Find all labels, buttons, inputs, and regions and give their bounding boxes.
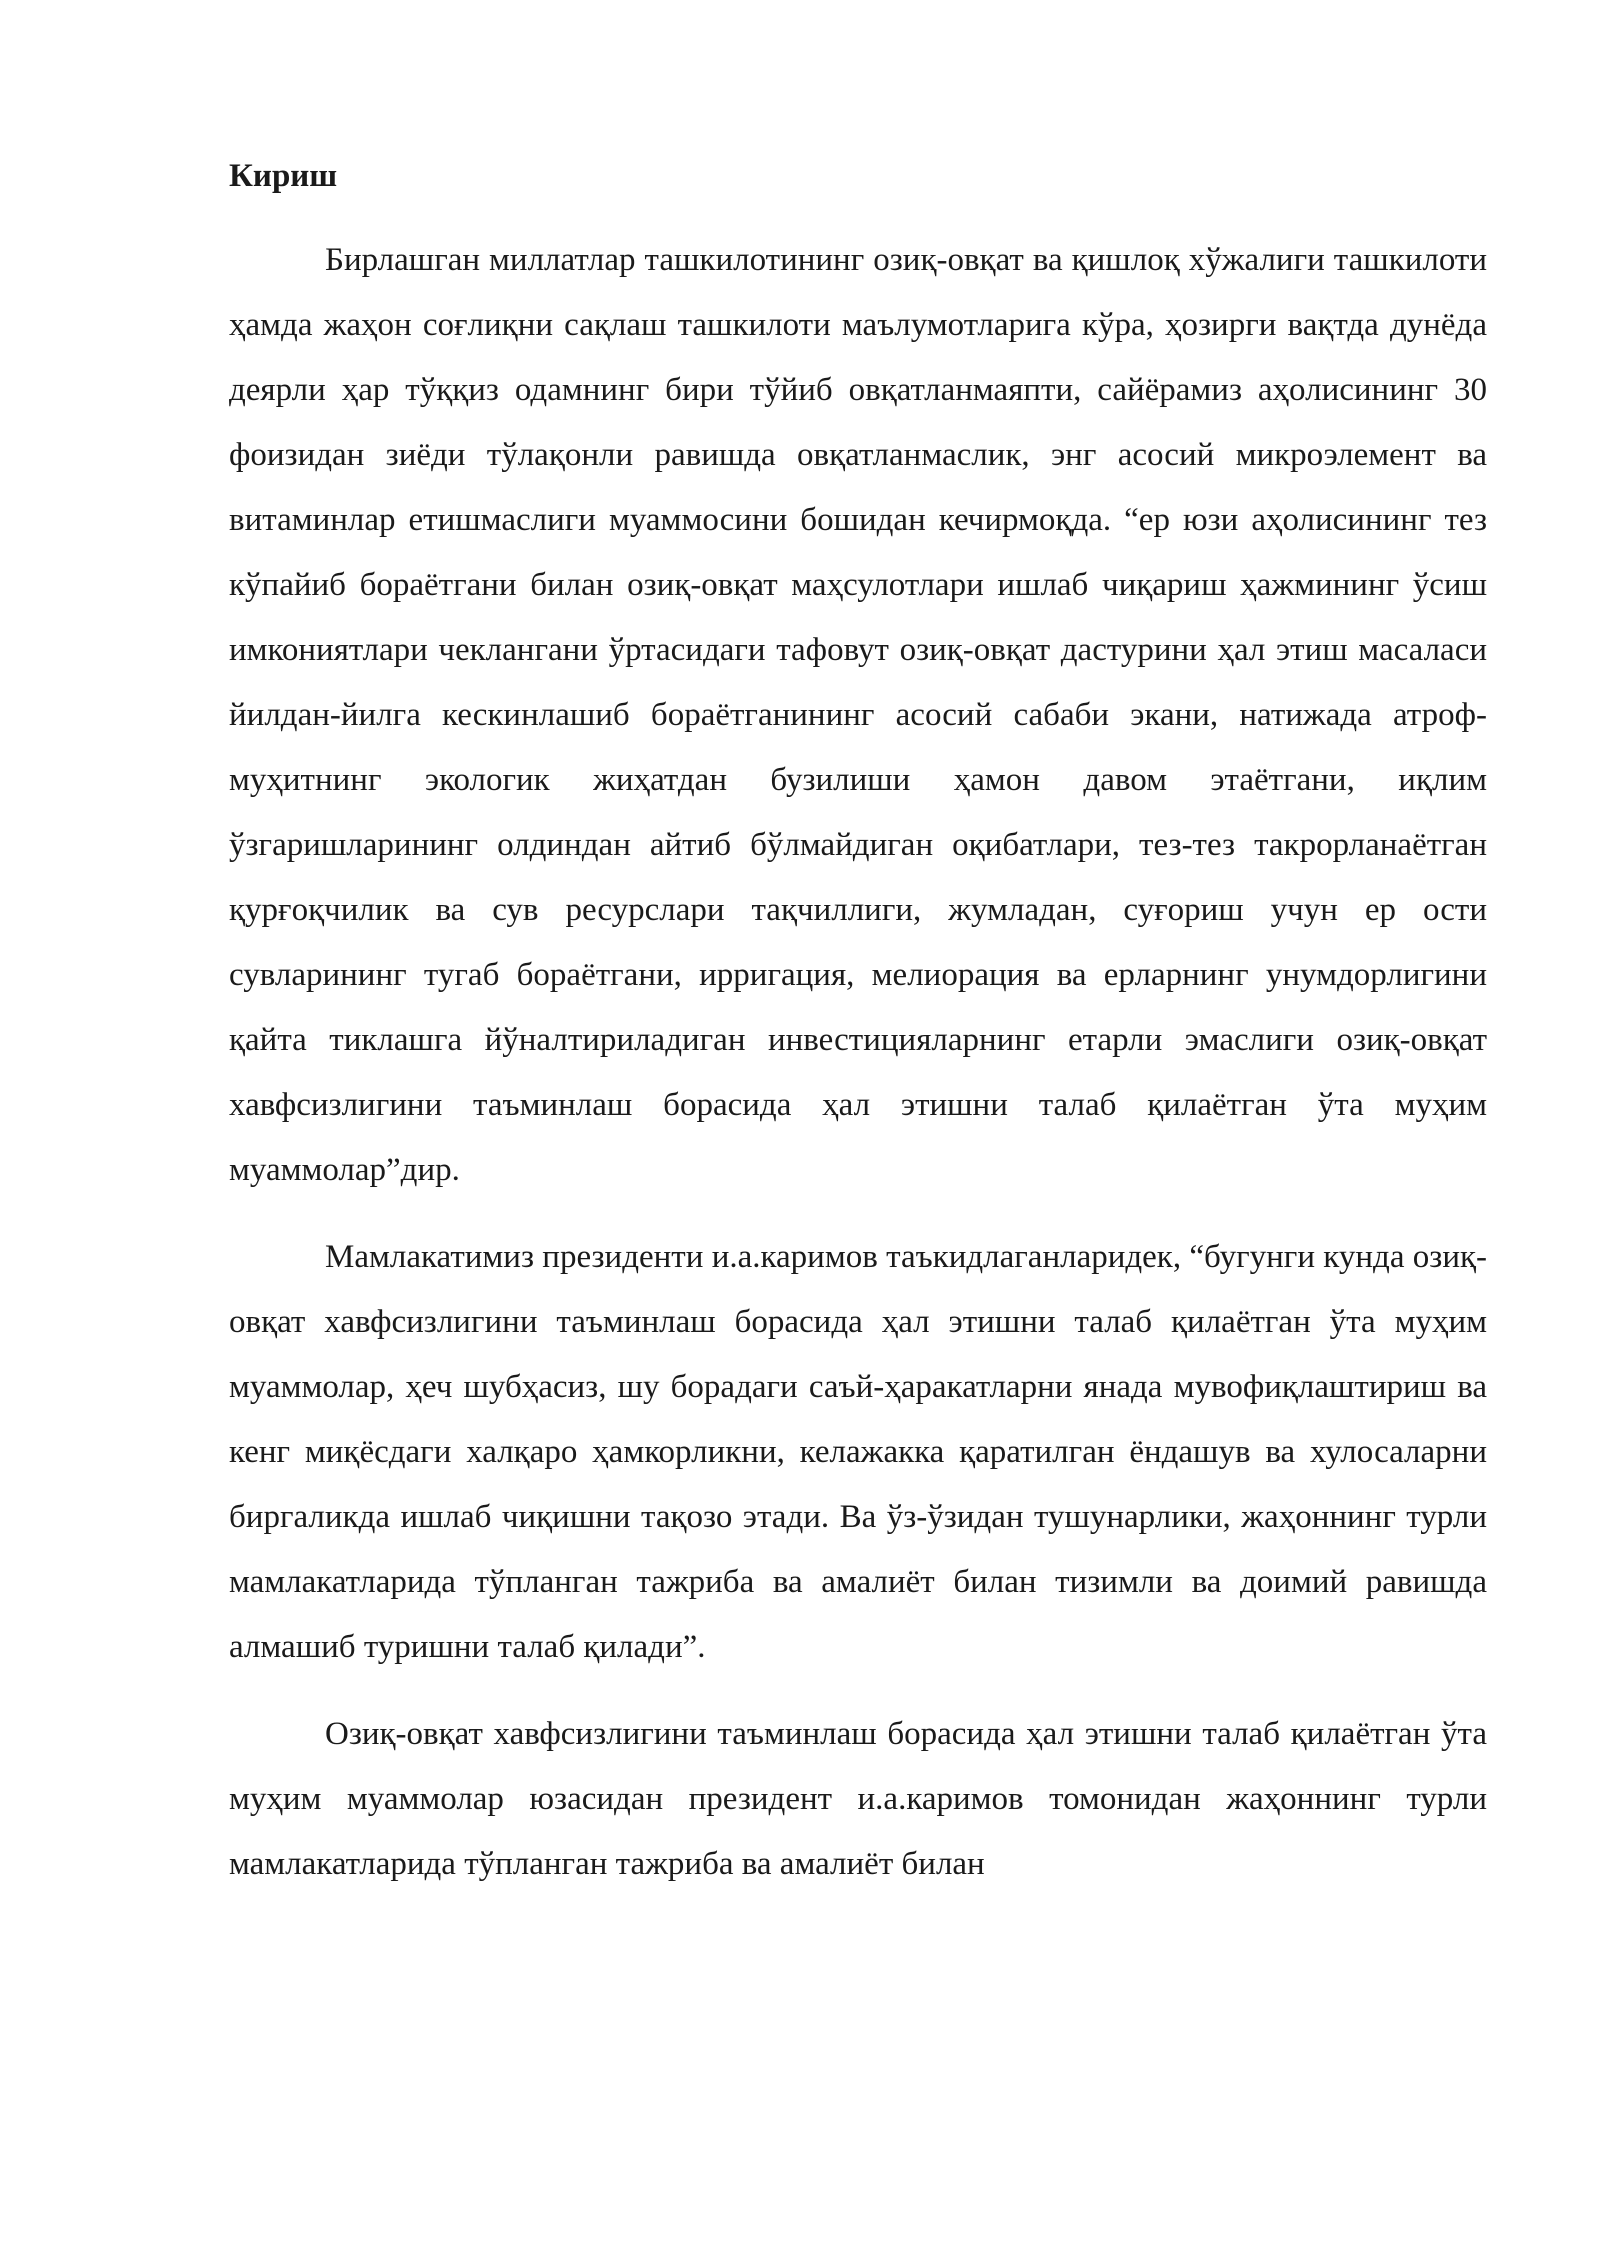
paragraph-1: Бирлашган миллатлар ташкилотининг озиқ-овқат ва қишлоқ хўжалиги ташкилоти ҳамда жаҳон соғлиқни сақлаш ташкилоти маълумотларига кўра, ҳозирги вақтда дунёда деярли ҳар тўққиз одамнинг бири тўйиб овқатланмаяпти, сайёрамиз аҳолисининг 30 фоизидан зиёди тўлақонли равишда овқатланмаслик, энг асосий микроэлемент ва витаминлар етишмаслиги муаммосини бошидан кечирмоқда. “ер юзи аҳолисининг тез кўпайиб бораётгани билан озиқ-овқат маҳсулотлари ишлаб чиқариш ҳажмининг ўсиш имкониятлари чеклангани ўртасидаги тафовут озиқ-овқат дастурини ҳал этиш масаласи йилдан-йилга кескинлашиб бораётганининг асосий сабаби экани, натижада атроф-муҳитнинг экологик жиҳатдан бузилиши ҳамон давом этаётгани, иқлим ўзгаришларининг олдиндан айтиб бўлмайдиган оқибатлари, тез-тез такрорланаётган қурғоқчилик ва сув ресурслари тақчиллиги, жумладан, суғориш учун ер ости сувларининг тугаб бораётгани, ирригация, мелиорация ва ерларнинг унумдорлигини қайта тиклашга йўналтириладиган инвестицияларнинг етарли эмаслиги озиқ-овқат хавфсизлигини таъминлаш борасида ҳал этишни талаб қилаётган ўта муҳим муаммолар”дир. xyxy=(229,242,1487,1188)
document-heading: Кириш xyxy=(229,158,338,194)
document-page xyxy=(229,146,1487,1919)
paragraph-2: Мамлакатимиз президенти и.а.каримов таъкидлаганларидек, “бугунги кунда озиқ-овқат хавфсизлигини таъминлаш борасида ҳал этишни талаб қилаётган ўта муҳим муаммолар, ҳеч шубҳасиз, шу борадаги саъй-ҳаракатларни янада мувофиқлаштириш ва кенг миқёсдаги халқаро ҳамкорликни, келажакка қаратилган ёндашув ва хулосаларни биргаликда ишлаб чиқишни тақозо этади. Ва ўз-ўзидан тушунарлики, жаҳоннинг турли мамлакатларида тўпланган тажриба ва амалиёт билан тизимли ва доимий равишда алмашиб туришни талаб қилади”. xyxy=(229,1239,1487,1665)
paragraph-3: Озиқ-овқат хавфсизлигини таъминлаш борасида ҳал этишни талаб қилаётган ўта муҳим муаммолар юзасидан президент и.а.каримов томонидан жаҳоннинг турли мамлакатларида тўпланган тажриба ва амалиёт билан xyxy=(229,1716,1487,1882)
